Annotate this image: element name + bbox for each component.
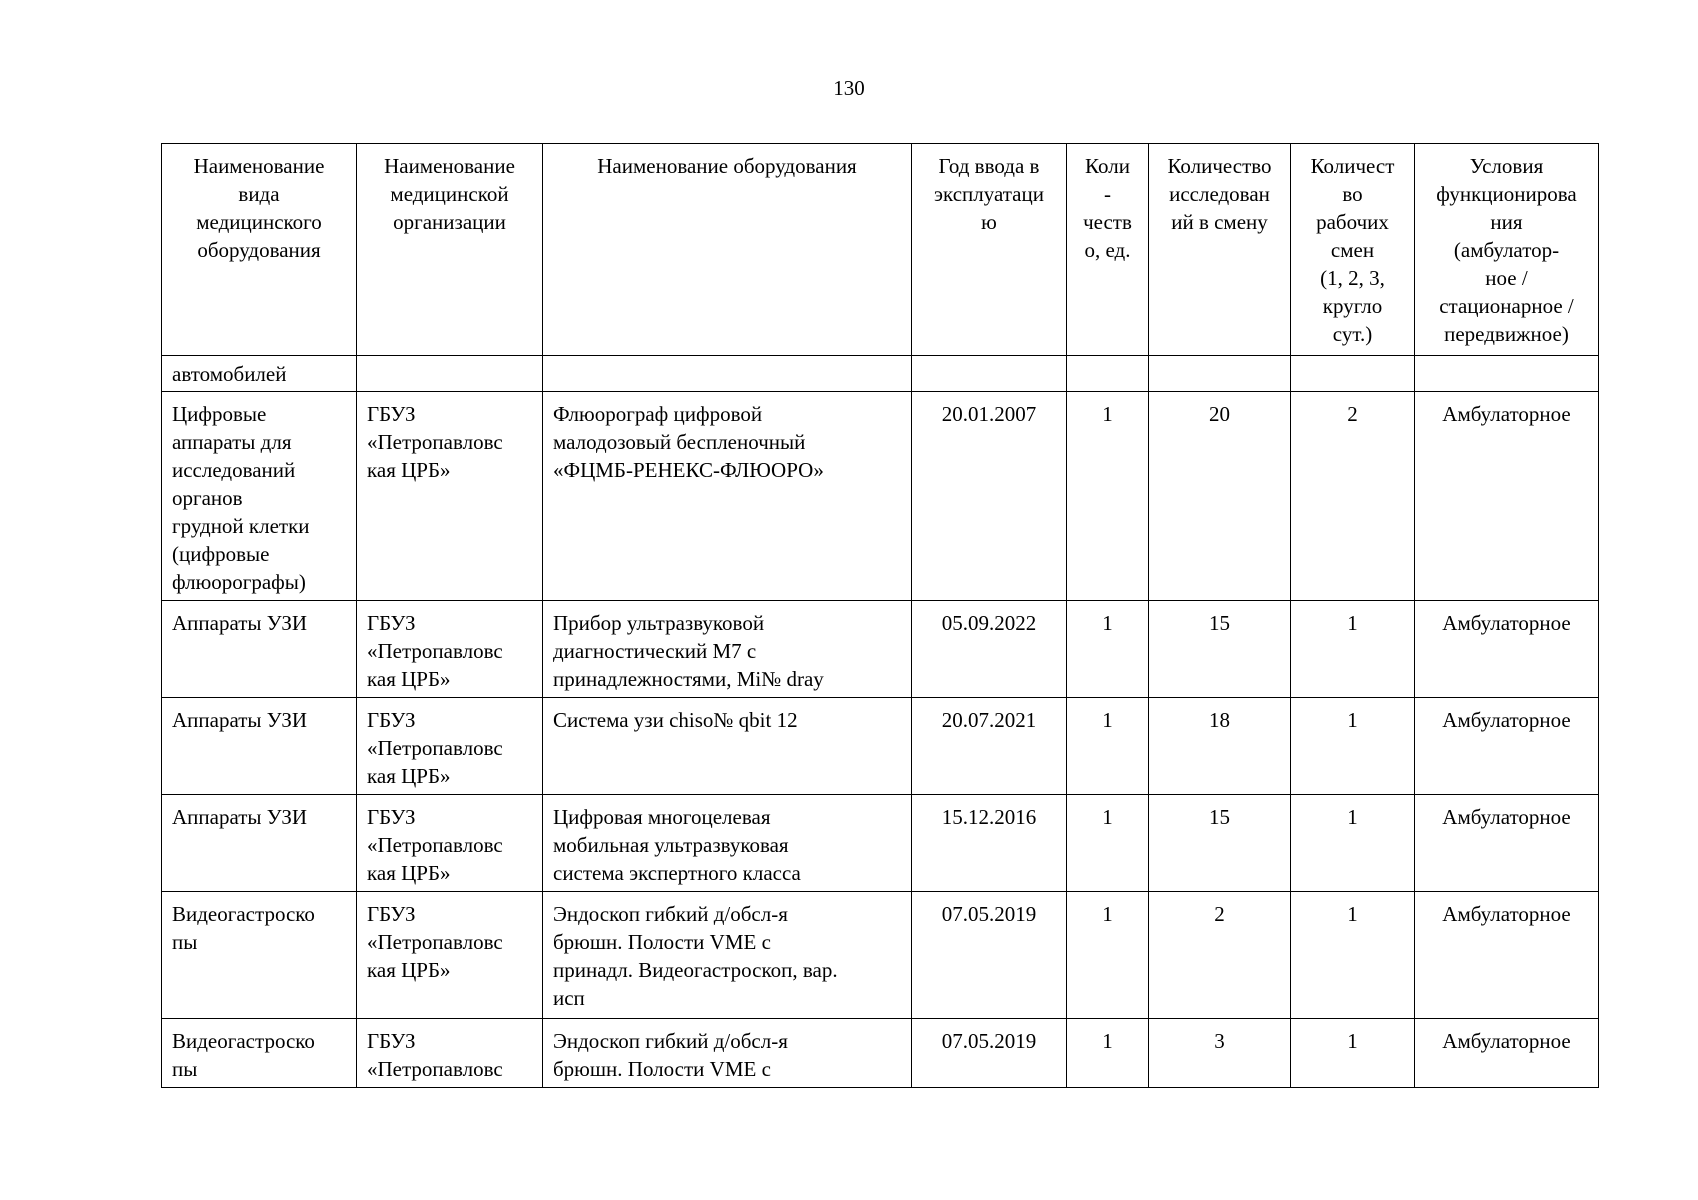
table-cell — [1291, 795, 1415, 892]
header-cell — [1149, 144, 1291, 356]
table-cell — [1149, 1019, 1291, 1088]
table-row — [162, 698, 1599, 795]
cell-shifts: 1 — [1347, 708, 1358, 732]
table-row — [162, 795, 1599, 892]
header-label-studies: Количество исследован ий в смену — [1167, 154, 1272, 234]
table-cell — [162, 698, 357, 795]
table-cell — [1067, 795, 1149, 892]
cell-equipment: Прибор ультразвуковой диагностический M7 с принадлежностями, Mi№ dray — [553, 611, 824, 691]
table-row — [162, 892, 1599, 1019]
table-cell — [1067, 892, 1149, 1019]
table-cell — [1291, 1019, 1415, 1088]
table-cell — [357, 795, 543, 892]
cell-conditions: Амбулаторное — [1442, 1029, 1571, 1053]
table-cell — [162, 1019, 357, 1088]
table-cell — [1415, 795, 1599, 892]
cell-type: Цифровые аппараты для исследований органов грудной клетки (цифровые флюорографы) — [172, 402, 310, 594]
cell-year: 07.05.2019 — [941, 1029, 1037, 1053]
table-cell — [1149, 392, 1291, 601]
table-cell — [912, 601, 1067, 698]
table-cell — [1291, 356, 1415, 392]
header-cell — [162, 144, 357, 356]
table-cell — [162, 892, 357, 1019]
cell-conditions: Амбулаторное — [1442, 402, 1571, 426]
table-cell — [357, 698, 543, 795]
table-cell — [1415, 892, 1599, 1019]
table-cell — [912, 356, 1067, 392]
table-cell — [543, 892, 912, 1019]
continuation-row — [162, 356, 1599, 392]
cell-qty: 1 — [1102, 611, 1113, 635]
table-cell — [1415, 601, 1599, 698]
table-cell — [1415, 356, 1599, 392]
table-cell — [1149, 356, 1291, 392]
table-cell — [1149, 795, 1291, 892]
cell-equipment: Эндоскоп гибкий д/обсл-я брюшн. Полости VME с — [553, 1029, 788, 1081]
cell-qty: 1 — [1102, 402, 1113, 426]
table-cell — [912, 392, 1067, 601]
cell-type: Аппараты УЗИ — [172, 805, 308, 829]
page-number: 130 — [833, 76, 865, 100]
table-row — [162, 601, 1599, 698]
cell-qty: 1 — [1102, 1029, 1113, 1053]
cell-conditions: Амбулаторное — [1442, 902, 1571, 926]
header-row — [162, 144, 1599, 356]
table-cell — [1149, 892, 1291, 1019]
table-cell — [357, 356, 543, 392]
table-cell — [162, 795, 357, 892]
cell-year: 20.07.2021 — [941, 708, 1037, 732]
cell-studies: 18 — [1209, 708, 1230, 732]
cell-shifts: 1 — [1347, 805, 1358, 829]
header-label-org: Наименование медицинской организации — [384, 154, 515, 234]
cell-org: ГБУЗ «Петропавловс — [367, 1029, 503, 1081]
cell-studies: 20 — [1209, 402, 1230, 426]
cell-studies: 15 — [1209, 805, 1230, 829]
cell-org: ГБУЗ «Петропавловс кая ЦРБ» — [367, 611, 503, 691]
table-cell — [543, 698, 912, 795]
cell-conditions: Амбулаторное — [1442, 708, 1571, 732]
cell-shifts: 2 — [1347, 402, 1358, 426]
cell-year: 07.05.2019 — [941, 902, 1037, 926]
header-label-year: Год ввода в эксплуатаци ю — [934, 154, 1044, 234]
header-cell — [912, 144, 1067, 356]
cell-equipment: Система узи chiso№ qbit 12 — [553, 708, 798, 732]
equipment-table — [161, 143, 1599, 1088]
header-cell — [543, 144, 912, 356]
table-cell — [912, 795, 1067, 892]
header-label-conditions: Условия функционирова ния (амбулатор- ное / стационарное / передвижное) — [1436, 154, 1577, 346]
table-cell — [1291, 601, 1415, 698]
cell-org: ГБУЗ «Петропавловс кая ЦРБ» — [367, 902, 503, 982]
cell-studies: 3 — [1214, 1029, 1225, 1053]
table-cell — [357, 892, 543, 1019]
table-row — [162, 1019, 1599, 1088]
table-cell — [1067, 698, 1149, 795]
cell-year: 15.12.2016 — [941, 805, 1037, 829]
table-cell — [912, 698, 1067, 795]
header-label-shifts: Количест во рабочих смен (1, 2, 3, кругло сут.) — [1310, 154, 1395, 346]
cell-conditions: Амбулаторное — [1442, 805, 1571, 829]
table-cell — [1067, 601, 1149, 698]
table-cell — [912, 892, 1067, 1019]
cell-equipment: Цифровая многоцелевая мобильная ультразвуковая система экспертного класса — [553, 805, 801, 885]
table-cell — [1149, 601, 1291, 698]
cell-type: автомобилей — [172, 362, 287, 386]
table-cell — [162, 392, 357, 601]
header-label-type: Наименование вида медицинского оборудования — [193, 154, 325, 262]
cell-qty: 1 — [1102, 708, 1113, 732]
table-cell — [1415, 698, 1599, 795]
cell-org: ГБУЗ «Петропавловс кая ЦРБ» — [367, 805, 503, 885]
table-row — [162, 392, 1599, 601]
table-cell — [162, 356, 357, 392]
cell-equipment: Эндоскоп гибкий д/обсл-я брюшн. Полости VME с принадл. Видеогастроскоп, вар. исп — [553, 902, 838, 1010]
table-cell — [1291, 392, 1415, 601]
table-cell — [1067, 356, 1149, 392]
cell-conditions: Амбулаторное — [1442, 611, 1571, 635]
table-cell — [543, 1019, 912, 1088]
cell-shifts: 1 — [1347, 902, 1358, 926]
header-label-qty: Коли - честв о, ед. — [1083, 154, 1132, 262]
cell-equipment: Флюорограф цифровой малодозовый беспленочный «ФЦМБ-РЕНЕКС-ФЛЮОРО» — [553, 402, 824, 482]
header-cell — [1067, 144, 1149, 356]
header-cell — [1415, 144, 1599, 356]
table-cell — [543, 392, 912, 601]
table-cell — [1291, 892, 1415, 1019]
cell-year: 05.09.2022 — [941, 611, 1037, 635]
cell-qty: 1 — [1102, 805, 1113, 829]
cell-studies: 2 — [1214, 902, 1225, 926]
table-cell — [1067, 392, 1149, 601]
cell-type: Аппараты УЗИ — [172, 708, 308, 732]
cell-year: 20.01.2007 — [941, 402, 1037, 426]
header-cell — [357, 144, 543, 356]
cell-studies: 15 — [1209, 611, 1230, 635]
cell-org: ГБУЗ «Петропавловс кая ЦРБ» — [367, 708, 503, 788]
table-cell — [357, 1019, 543, 1088]
cell-type: Аппараты УЗИ — [172, 611, 308, 635]
table-cell — [1415, 392, 1599, 601]
table-cell — [1291, 698, 1415, 795]
table-cell — [162, 601, 357, 698]
cell-type: Видеогастроско пы — [172, 902, 315, 954]
cell-type: Видеогастроско пы — [172, 1029, 315, 1081]
table-cell — [357, 601, 543, 698]
table-cell — [1415, 1019, 1599, 1088]
cell-org: ГБУЗ «Петропавловс кая ЦРБ» — [367, 402, 503, 482]
table-cell — [912, 1019, 1067, 1088]
table-cell — [543, 601, 912, 698]
cell-shifts: 1 — [1347, 1029, 1358, 1053]
header-cell — [1291, 144, 1415, 356]
table-cell — [543, 356, 912, 392]
table-cell — [357, 392, 543, 601]
table-cell — [543, 795, 912, 892]
header-label-equipment: Наименование оборудования — [597, 154, 857, 178]
table-cell — [1149, 698, 1291, 795]
cell-qty: 1 — [1102, 902, 1113, 926]
table-cell — [1067, 1019, 1149, 1088]
cell-shifts: 1 — [1347, 611, 1358, 635]
